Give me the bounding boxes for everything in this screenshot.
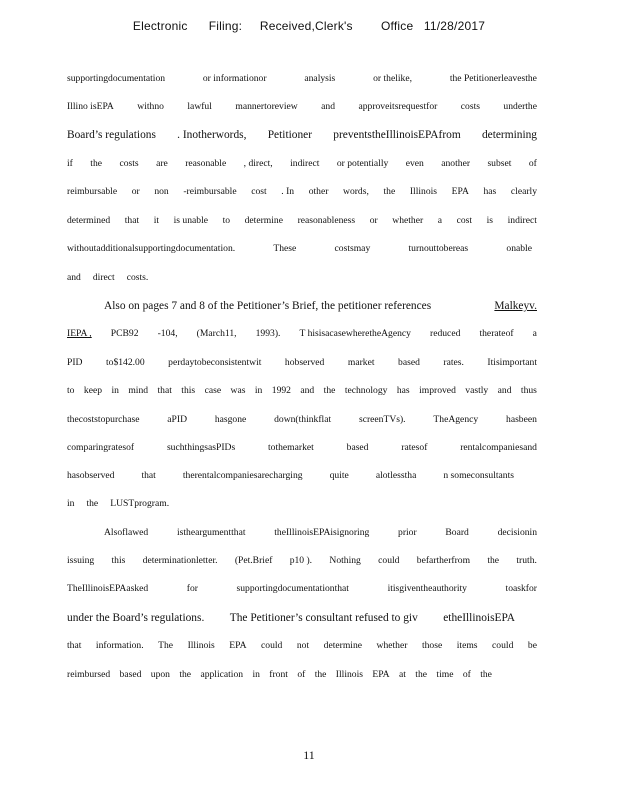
text-word: Board	[445, 527, 469, 538]
text-word: reimbursed	[67, 669, 111, 680]
text-word: and	[321, 101, 336, 112]
text-word: are	[156, 158, 168, 169]
text-word: Illinois	[409, 186, 438, 197]
text-word: was	[230, 385, 246, 396]
text-word: EPA	[229, 640, 247, 651]
text-word: approveitsrequestfor	[358, 101, 438, 112]
text-word: cost	[251, 186, 267, 197]
text-word: Also on pages 7 and 8 of the Petitioner’s Brief, the petitioner references	[104, 300, 432, 312]
text-word: in	[254, 385, 263, 396]
text-word: determine	[244, 215, 283, 226]
text-word: Malkeyv.	[494, 300, 537, 312]
text-word: could	[378, 555, 400, 566]
text-word: Alsoflawed	[104, 527, 149, 538]
text-word: Illino isEPA	[67, 101, 114, 112]
text-word: theIllinoisEPAisignoring	[274, 527, 370, 538]
text-word: Board’s regulations	[67, 129, 156, 141]
text-word: based	[119, 669, 142, 680]
text-word: costsmay	[334, 243, 371, 254]
text-line	[67, 470, 514, 481]
text-line	[67, 129, 537, 141]
text-word: words,	[343, 186, 369, 197]
text-word: the Petitionerleavesthe	[449, 73, 537, 84]
text-word: is	[486, 215, 494, 226]
text-word: Illinois	[187, 640, 215, 651]
text-line	[104, 527, 537, 538]
text-word: Petitioner	[267, 129, 313, 141]
text-word: to$142.00	[105, 357, 145, 368]
text-word: hasobserved	[67, 470, 115, 481]
text-line	[104, 300, 537, 312]
text-word: screenTVs).	[358, 414, 406, 425]
text-word: at	[398, 669, 406, 680]
text-word: quite	[329, 470, 349, 481]
text-word: the	[480, 669, 492, 680]
text-word: in	[252, 669, 260, 680]
text-line	[67, 442, 537, 453]
text-word: could	[492, 640, 514, 651]
text-word: cost	[456, 215, 473, 226]
text-word: the	[415, 669, 428, 680]
text-word: onable	[506, 243, 532, 254]
text-word: that	[157, 385, 172, 396]
text-line	[67, 612, 515, 624]
text-word: withoutadditionalsupportingdocumentation.	[67, 243, 236, 254]
text-word: the	[86, 498, 99, 509]
text-word: 1992	[271, 385, 291, 396]
text-word: ratesof	[401, 442, 428, 453]
text-line	[67, 215, 537, 226]
text-word: reasonableness	[297, 215, 356, 226]
text-word: other	[308, 186, 329, 197]
text-word: costs.	[126, 272, 149, 283]
text-word: T hisisacasewheretheAgency	[299, 328, 411, 339]
text-word: or informationor	[202, 73, 267, 84]
text-line	[67, 640, 537, 651]
text-word: indirect	[290, 158, 320, 169]
text-line	[67, 498, 169, 509]
text-word: -104,	[157, 328, 178, 339]
text-word: based	[398, 357, 420, 368]
text-word: The Petitioner’s consultant refused to giv	[229, 612, 418, 624]
text-word: truth.	[516, 555, 537, 566]
text-word: EPA	[372, 669, 390, 680]
text-word: tothemarket	[268, 442, 314, 453]
text-word: improved	[419, 385, 456, 396]
text-word: thus	[520, 385, 537, 396]
text-word: a	[437, 215, 443, 226]
text-word: it	[153, 215, 160, 226]
text-word: even	[405, 158, 424, 169]
text-word: if	[67, 158, 73, 169]
text-word: indirect	[507, 215, 537, 226]
text-line	[67, 186, 537, 197]
text-word: (Pet.Brief	[234, 555, 273, 566]
text-word: the	[179, 669, 192, 680]
text-word: this	[181, 385, 196, 396]
text-line	[67, 101, 537, 112]
text-word: items	[456, 640, 478, 651]
text-word: . In	[281, 186, 295, 197]
text-word: based	[346, 442, 369, 453]
text-word: suchthingsasPIDs	[166, 442, 236, 453]
text-word: or	[369, 215, 378, 226]
text-word: PID	[67, 357, 83, 368]
text-word: p10 ).	[289, 555, 313, 566]
text-word: rentalcompaniesand	[460, 442, 537, 453]
text-word: The	[158, 640, 174, 651]
text-word: subset	[487, 158, 512, 169]
text-word: istheargumentthat	[176, 527, 246, 538]
text-word: costs	[119, 158, 139, 169]
text-word: front	[269, 669, 288, 680]
text-word: lawful	[187, 101, 212, 112]
text-word: the	[90, 158, 103, 169]
text-word: Nothing	[329, 555, 361, 566]
text-word: time	[436, 669, 454, 680]
text-word: etheIllinoisEPA	[443, 612, 515, 624]
text-word: LUSTprogram.	[110, 498, 170, 509]
page-number: 11	[303, 748, 315, 762]
text-word: underthe	[503, 101, 537, 112]
text-word: technology	[344, 385, 388, 396]
text-word: hasgone	[214, 414, 247, 425]
text-word: , direct,	[243, 158, 273, 169]
text-word: therateof	[479, 328, 514, 339]
text-line	[67, 555, 537, 566]
text-word: that	[124, 215, 140, 226]
text-word: reduced	[430, 328, 461, 339]
text-word: for	[186, 583, 198, 594]
text-word: and	[497, 385, 512, 396]
text-word: befartherfrom	[416, 555, 471, 566]
text-line	[67, 73, 537, 84]
text-word: determine	[323, 640, 363, 651]
text-word: IEPA ,	[67, 328, 92, 339]
text-word: 1993).	[255, 328, 281, 339]
text-word: this	[111, 555, 126, 566]
text-word: reasonable	[185, 158, 227, 169]
text-word: TheIllinoisEPAasked	[67, 583, 149, 594]
text-word: hasbeen	[506, 414, 537, 425]
text-word: clearly	[510, 186, 537, 197]
text-line	[67, 669, 492, 680]
text-word: thecoststopurchase	[67, 414, 140, 425]
text-word: supportingdocumentationthat	[236, 583, 349, 594]
text-word: Illinois	[335, 669, 363, 680]
text-line	[67, 328, 537, 339]
text-word: whether	[392, 215, 424, 226]
text-word: . Inotherwords,	[177, 129, 247, 141]
text-word: aPID	[167, 414, 188, 425]
text-word: and	[300, 385, 315, 396]
text-word: be	[527, 640, 537, 651]
text-word: PCB92	[110, 328, 139, 339]
text-word: perdaytobeconsistentwit	[168, 357, 262, 368]
text-word: to	[222, 215, 231, 226]
text-word: analysis	[304, 73, 336, 84]
text-word: information.	[95, 640, 144, 651]
text-word: turnouttobereas	[408, 243, 469, 254]
text-word: issuing	[67, 555, 95, 566]
text-word: costs	[460, 101, 480, 112]
text-word: rates.	[443, 357, 464, 368]
text-word: in	[67, 498, 75, 509]
text-line	[67, 583, 537, 594]
text-word: application	[200, 669, 244, 680]
text-word: -reimbursable	[183, 186, 237, 197]
text-word: the	[314, 669, 327, 680]
text-line	[67, 158, 537, 169]
text-word: or	[131, 186, 140, 197]
text-word: or thelike,	[373, 73, 413, 84]
text-word: upon	[150, 669, 170, 680]
text-word: the	[383, 186, 396, 197]
text-word: EPA	[451, 186, 469, 197]
text-word: itisgiventheauthority	[387, 583, 467, 594]
text-word: that	[67, 640, 82, 651]
text-word: determinationletter.	[142, 555, 218, 566]
text-word: decisionin	[497, 527, 537, 538]
text-line	[67, 385, 537, 396]
text-word: mannertoreview	[235, 101, 298, 112]
text-word: case	[204, 385, 222, 396]
text-word: to	[67, 385, 75, 396]
text-word: of	[297, 669, 306, 680]
text-word: n someconsultants	[443, 470, 514, 481]
text-word: preventstheIllinoisEPAfrom	[333, 129, 461, 141]
text-line	[67, 357, 537, 368]
text-word: withno	[137, 101, 164, 112]
text-word: whether	[376, 640, 408, 651]
text-word: market	[347, 357, 375, 368]
text-word: reimbursable	[67, 186, 118, 197]
text-word: therentalcompaniesarecharging	[182, 470, 303, 481]
text-word: keep	[83, 385, 103, 396]
text-word: of	[528, 158, 537, 169]
text-word: non	[154, 186, 169, 197]
text-word: prior	[398, 527, 417, 538]
text-line	[67, 243, 532, 254]
text-word: TheAgency	[433, 414, 479, 425]
text-word: determining	[481, 129, 537, 141]
text-word: toaskfor	[505, 583, 537, 594]
text-word: is unable	[173, 215, 208, 226]
text-word: another	[441, 158, 471, 169]
text-word: direct	[92, 272, 115, 283]
text-word: (March11,	[196, 328, 237, 339]
text-word: hobserved	[284, 357, 325, 368]
text-word: a	[532, 328, 537, 339]
text-word: could	[261, 640, 283, 651]
text-word: These	[273, 243, 297, 254]
text-word: or potentially	[336, 158, 389, 169]
text-word: determined	[67, 215, 111, 226]
text-line	[67, 414, 537, 425]
filing-header: Electronic Filing: Received,Clerk's Office 11/28/2017	[132, 19, 486, 33]
text-word: under the Board’s regulations.	[67, 612, 205, 624]
text-word: and	[67, 272, 81, 283]
text-word: has	[483, 186, 497, 197]
text-word: down(thinkflat	[274, 414, 332, 425]
text-word: the	[323, 385, 336, 396]
text-word: alotlesstha	[375, 470, 417, 481]
text-word: mind	[128, 385, 149, 396]
text-word: Itisimportant	[487, 357, 537, 368]
text-word: that	[141, 470, 156, 481]
text-line	[67, 272, 148, 283]
text-word: the	[487, 555, 500, 566]
text-word: comparingratesof	[67, 442, 135, 453]
text-word: has	[396, 385, 410, 396]
text-word: vastly	[465, 385, 489, 396]
text-word: in	[111, 385, 119, 396]
text-word: supportingdocumentation	[67, 73, 166, 84]
text-word: not	[296, 640, 310, 651]
text-word: of	[462, 669, 471, 680]
text-word: those	[421, 640, 443, 651]
